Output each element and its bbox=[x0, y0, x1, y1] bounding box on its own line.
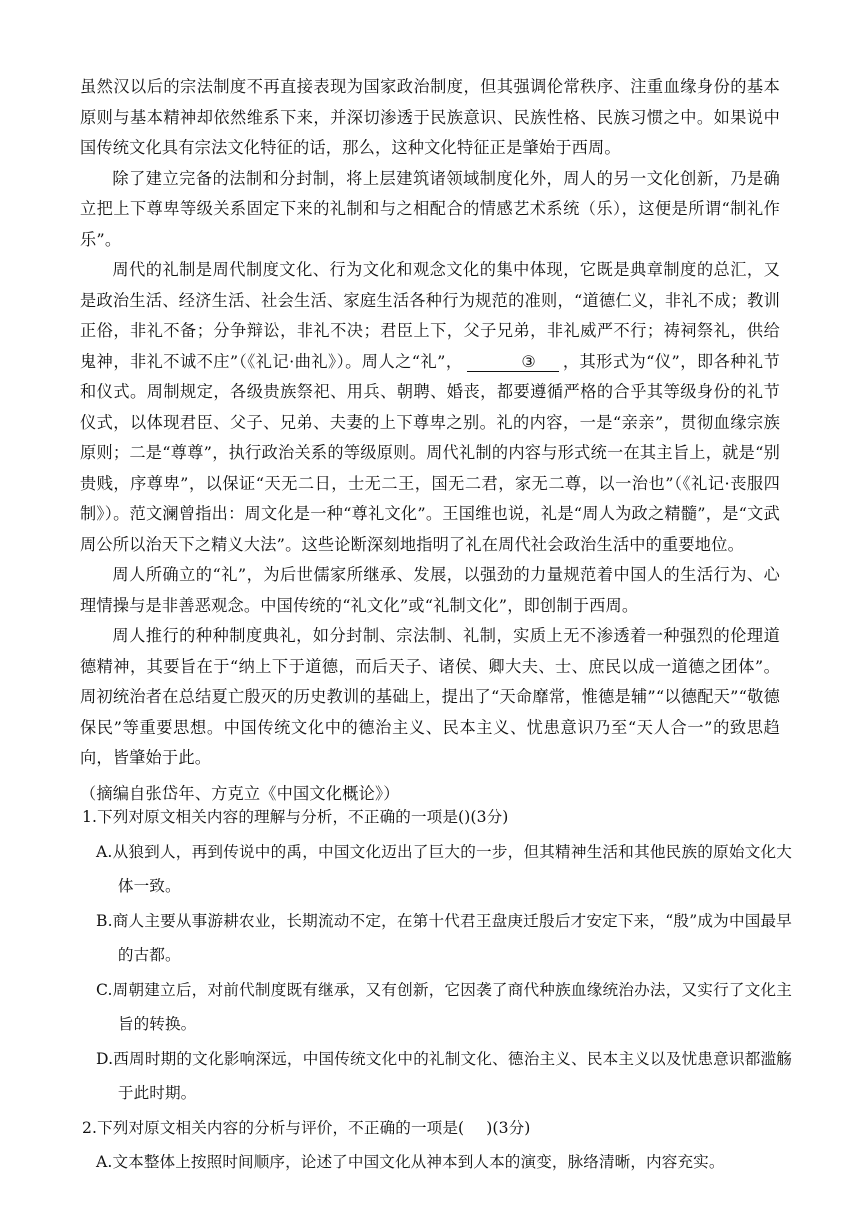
question-2-stem-text: 2.下列对原文相关内容的分析与评价，不正确的一项是( bbox=[82, 1118, 465, 1137]
passage-paragraph-1: 虽然汉以后的宗法制度不再直接表现为国家政治制度，但其强调伦常秩序、注重血缘身份的基本原则与基本精神却依然维系下来，并深切渗透于民族意识、民族性格、民族习惯之中。如果说中国传统文化具有宗法文化特征的话，那么，这种文化特征正是肇始于西周。 bbox=[80, 77, 780, 157]
question-1-option-d: D.西周时期的文化影响深远，中国传统文化中的礼制文化、德治主义、民本主义以及忧患意识都滥觞于此时期。 bbox=[96, 1049, 792, 1102]
passage-paragraph-4: 周人所确立的“礼”，为后世儒家所继承、发展，以强劲的力量规范着中国人的生活行为、心理情操与是非善恶观念。中国传统的“礼文化”或“礼制文化”，即创制于西周。 bbox=[80, 565, 780, 615]
paragraph-3-text-before: 周代的礼制是周代制度文化、行为文化和观念文化的集中体现，它既是典章制度的总汇，又是政治生活、经济生活、社会生活、家庭生活各种行为规范的准则，“道德仁义，非礼不成；教训正俗，非礼不备；分争辩讼，非礼不决；君臣上下，父子兄弟，非礼威严不行；祷祠祭礼，供给鬼神，非礼不诚不庄”（《礼记·曲礼》）。周人之“礼”， bbox=[80, 260, 780, 371]
paragraph-3-text-after: ，其形式为“仪”，即各种礼节和仪式。周制规定，各级贵族祭祀、用兵、朝聘、婚丧，都要遵循严格的合乎其等级身份的礼节仪式，以体现君臣、父子、兄弟、夫妻的上下尊卑之别。礼的内容，一是“亲亲”，贯彻血缘宗族原则；二是“尊尊”，执行政治关系的等级原则。周代礼制的内容与形式统一在其主旨上，就是“别贵贱，序尊卑”，以保证“天无二日，士无二王，国无二君，家无二尊，以一治也”（《礼记·丧服四制》）。范文澜曾指出：周文化是一种“尊礼文化”。王国维也说，礼是“周人为政之精髓”，是“文武周公所以治天下之精义大法”。这些论断深刻地指明了礼在周代社会政治生活中的重要地位。 bbox=[80, 351, 780, 554]
fill-in-blank-3: ③ bbox=[467, 353, 559, 372]
question-section bbox=[82, 800, 792, 1180]
passage-paragraph-5: 周人推行的种种制度典礼，如分封制、宗法制、礼制，实质上无不渗透着一种强烈的伦理道德精神，其要旨在于“纳上下于道德，而后天子、诸侯、卿大夫、士、庶民以成一道德之团体”。周初统治者在总结夏亡殷灭的历史教训的基础上，提出了“天命靡常，惟德是辅”“以德配天”“敬德保民”等重要思想。中国传统文化中的德治主义、民本主义、忧患意识乃至“天人合一”的致思趋向，皆肇始于此。 bbox=[80, 626, 780, 767]
question-1-stem: 1.下列对原文相关内容的理解与分析，不正确的一项是()(3分) bbox=[82, 808, 509, 826]
passage-paragraph-3 bbox=[80, 255, 780, 560]
passage-paragraph-2: 除了建立完备的法制和分封制，将上层建筑诸领域制度化外，周人的另一文化创新，乃是确立把上下尊卑等级关系固定下来的礼制和与之相配合的情感艺术系统（乐），这便是所谓“制礼作乐”。 bbox=[80, 168, 780, 249]
question-2-stem-score: )(3分) bbox=[486, 1118, 531, 1137]
source-citation: （摘编自张岱年、方克立《中国文化概论》） bbox=[80, 783, 400, 803]
question-2-option-a: A.文本整体上按照时间顺序，论述了中国文化从神本到人本的演变，脉络清晰，内容充实。 bbox=[96, 1153, 725, 1171]
question-2-stem bbox=[82, 1111, 792, 1146]
reading-passage bbox=[80, 72, 780, 809]
question-1-option-c: C.周朝建立后，对前代制度既有继承，又有创新，它因袭了商代种族血缘统治办法，又实行了文化主旨的转换。 bbox=[96, 980, 792, 1033]
question-1-option-b: B.商人主要从事游耕农业，长期流动不定，在第十代君王盘庚迁殷后才安定下来，“殷”成为中国最早的古都。 bbox=[96, 911, 792, 964]
question-1-option-a: A.从狼到人，再到传说中的禹，中国文化迈出了巨大的一步，但其精神生活和其他民族的原始文化大体一致。 bbox=[96, 842, 792, 895]
